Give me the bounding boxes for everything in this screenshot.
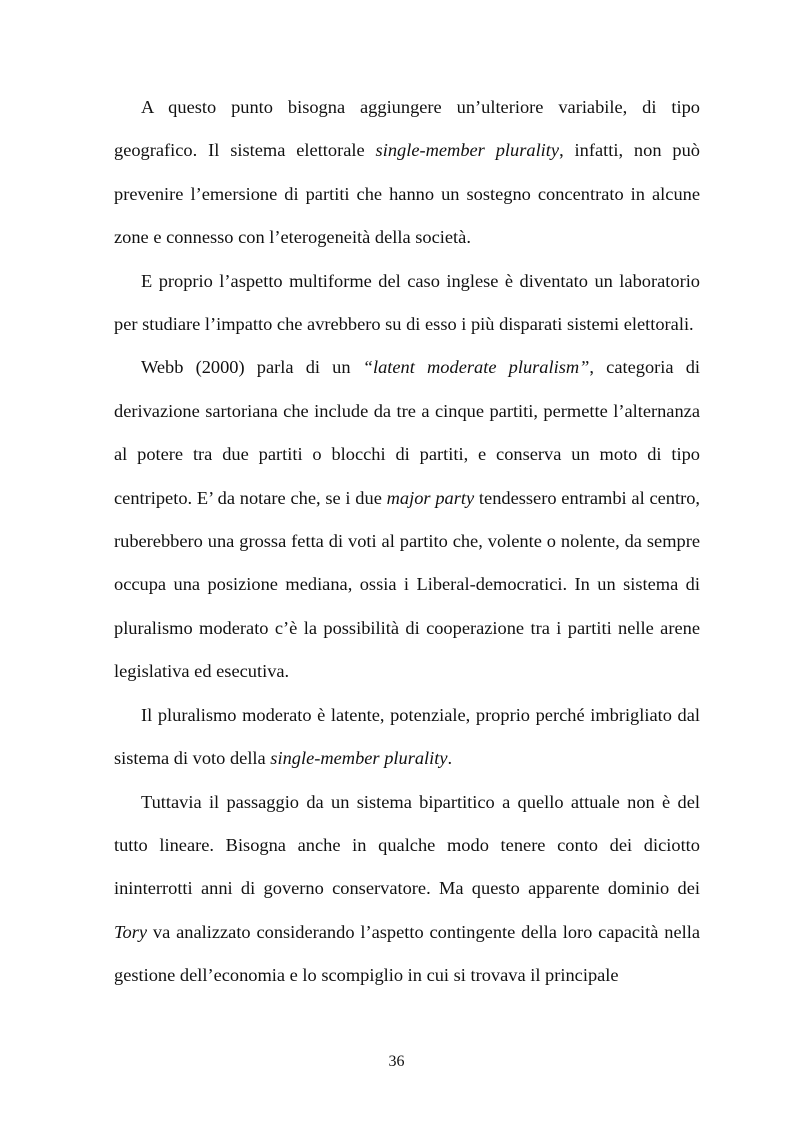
italic-term: Tory — [114, 921, 148, 942]
italic-term: single-member plurality — [375, 140, 560, 161]
italic-term: major party — [386, 487, 475, 508]
text-run: A questo punto bisogna aggiungere un’ulteriore variabile, di tipo geografico. Il sistema elettorale — [114, 97, 700, 161]
paragraph-1 — [114, 86, 700, 260]
paragraph-5 — [114, 781, 700, 998]
text-run: . — [447, 748, 453, 769]
italic-term: single-member plurality — [270, 748, 448, 769]
italic-quote: “latent moderate pluralism” — [362, 357, 590, 378]
text-run: Tuttavia il passaggio da un sistema bipartitico a quello attuale non è del tutto lineare. Bisogna anche in qualche modo tenere conto dei diciotto ininterrotti anni di governo conservatore. Ma questo apparente dominio dei — [114, 791, 700, 899]
text-run: Il pluralismo moderato è latente, potenziale, proprio perché imbrigliato dal sistema di voto della — [114, 704, 700, 769]
paragraph-4 — [114, 694, 700, 781]
text-run: , infatti, non può prevenire l’emersione di partiti che hanno un sostegno concentrato in alcune zone e connesso con l’eterogeneità della società. — [114, 140, 700, 248]
text-run: E proprio l’aspetto multiforme del caso inglese è diventato un laboratorio per studiare l’impatto che avrebbero su di esso i più disparati sistemi elettorali. — [114, 270, 700, 335]
page-number: 36 — [388, 1053, 405, 1070]
text-run: , categoria di derivazione sartoriana che include da tre a cinque partiti, permette l’alternanza al potere tra due partiti o blocchi di partiti, e conserva un moto di tipo centripeto. E’ da notare che, se i due — [114, 357, 701, 508]
text-run: va analizzato considerando l’aspetto contingente della loro capacità nella gestione dell’economia e lo scompiglio in cui si trovava il principale — [114, 921, 700, 986]
text-run: tendessero entrambi al centro, ruberebbero una grossa fetta di voti al partito che, volente o nolente, da sempre occupa una posizione mediana, ossia i Liberal-democratici. In un sistema di pluralismo moderato c’è la possibilità di cooperazione tra i partiti nelle arene legislativa ed esecutiva. — [114, 487, 701, 682]
page-body — [114, 86, 700, 998]
paragraph-2 — [114, 260, 700, 347]
text-run: Webb (2000) parla di un — [141, 357, 363, 378]
paragraph-3 — [114, 346, 700, 693]
